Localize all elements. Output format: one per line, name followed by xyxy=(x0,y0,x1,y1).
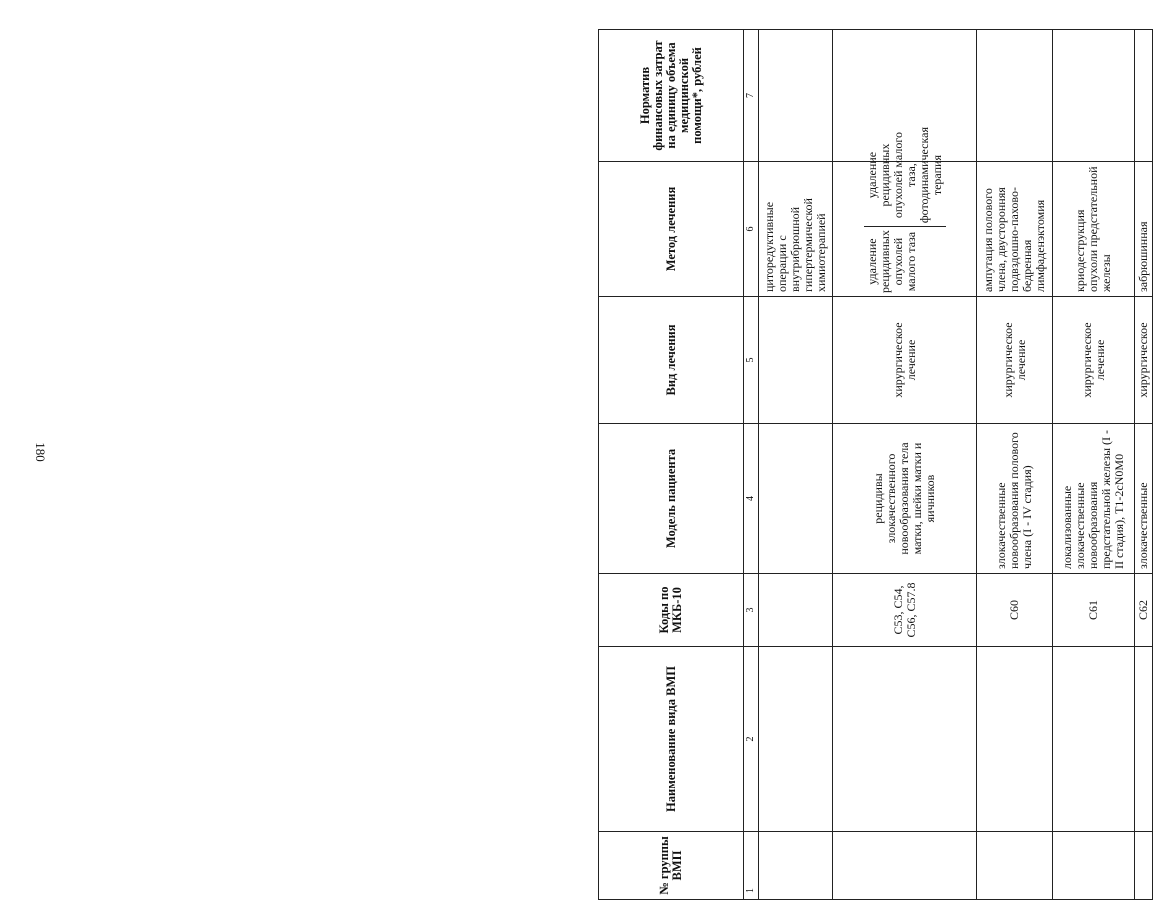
cell xyxy=(1135,832,1153,900)
treatment-type-cell: хирургическое xyxy=(1135,297,1153,424)
patient-model-cell: злокачественные xyxy=(1135,424,1153,574)
header-row xyxy=(599,30,744,900)
table-row xyxy=(1135,30,1153,900)
icd-codes-cell: C62 xyxy=(1135,574,1153,647)
icd-codes-cell: C53, C54, C56, C57.8 xyxy=(833,574,977,647)
cell xyxy=(759,297,833,424)
treatment-type-cell: хирургическое лечение xyxy=(1053,297,1135,424)
cell xyxy=(1053,832,1135,900)
column-number: 5 xyxy=(744,297,759,424)
table-row xyxy=(833,30,977,900)
column-number: 4 xyxy=(744,424,759,574)
treatment-method-cell: забрюшинная xyxy=(1135,162,1153,297)
cell xyxy=(1135,30,1153,162)
patient-model-cell: рецидивы злокачественного новообразования тела матки, шейки матки и яичников xyxy=(833,424,977,574)
table-row xyxy=(977,30,1053,900)
column-number: 1 xyxy=(744,832,759,900)
cell xyxy=(759,647,833,832)
method-option-b: удаление рецидивных опухолей малого таза, фотодинамическая терапия xyxy=(864,127,944,224)
cell xyxy=(759,574,833,647)
cell xyxy=(759,832,833,900)
header-icd-codes: Коды по МКБ-10 xyxy=(599,574,744,647)
vmp-table xyxy=(598,29,1153,900)
method-split xyxy=(864,127,946,296)
column-number: 2 xyxy=(744,647,759,832)
rotated-table-wrapper xyxy=(598,30,1150,900)
treatment-type-cell: хирургическое лечение xyxy=(833,297,977,424)
cell xyxy=(1053,647,1135,832)
patient-model-cell: локализованные злокачественные новообразования предстательной железы (I - II стадия), T1-2cN0M0 xyxy=(1053,424,1135,574)
table-row xyxy=(759,30,833,900)
header-treatment-method: Метод лечения xyxy=(599,162,744,297)
header-cost-standard: Норматив финансовых затрат на единицу объема медицинской помощи*, рублей xyxy=(599,30,744,162)
header-treatment-type: Вид лечения xyxy=(599,297,744,424)
patient-model-cell: злокачественные новообразования полового члена (I - IV стадия) xyxy=(977,424,1053,574)
cell xyxy=(1053,30,1135,162)
treatment-method-cell xyxy=(833,127,977,297)
column-number: 3 xyxy=(744,574,759,647)
header-group-number: № группы ВМП xyxy=(599,832,744,900)
treatment-type-cell: хирургическое лечение xyxy=(977,297,1053,424)
header-patient-model: Модель пациента xyxy=(599,424,744,574)
column-number: 6 xyxy=(744,162,759,297)
column-number-row xyxy=(744,30,759,900)
cell xyxy=(833,647,977,832)
table-row xyxy=(1053,30,1135,900)
cell xyxy=(977,832,1053,900)
icd-codes-cell: C61 xyxy=(1053,574,1135,647)
column-number: 7 xyxy=(744,30,759,162)
treatment-method-cell: циторедуктивные операции с внутрибрюшной гипертермической химиотерапией xyxy=(759,162,833,297)
treatment-method-cell: криодеструкция опухоли предстательной железы xyxy=(1053,162,1135,297)
page-number: 180 xyxy=(33,442,48,462)
header-vmp-name: Наименование вида ВМП xyxy=(599,647,744,832)
method-option-a: удаление рецидивных опухолей малого таза xyxy=(864,230,918,293)
icd-codes-cell: C60 xyxy=(977,574,1053,647)
treatment-method-cell: ампутация полового члена, двусторонняя подвздошно-пахово-бедренная лимфаденэктомия xyxy=(977,162,1053,297)
cell xyxy=(977,647,1053,832)
cell xyxy=(759,424,833,574)
cell xyxy=(833,832,977,900)
cell xyxy=(1135,647,1153,832)
cell xyxy=(759,30,833,162)
cell xyxy=(977,30,1053,162)
